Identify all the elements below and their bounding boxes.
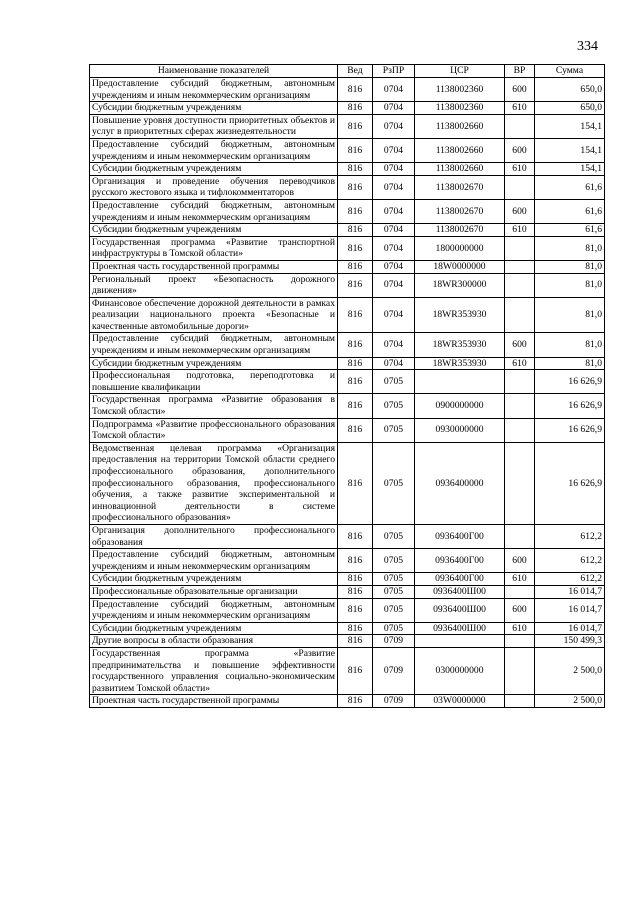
row-ved: 816: [338, 573, 373, 586]
header-csr: ЦСР: [415, 65, 505, 78]
row-csr: 0300000000: [415, 647, 505, 694]
row-csr: [415, 370, 505, 394]
row-sum: 16 014,7: [535, 622, 605, 635]
row-sum: 81,0: [535, 297, 605, 333]
table-row: [90, 114, 605, 138]
table-row: [90, 585, 605, 598]
row-sum: 81,0: [535, 357, 605, 370]
row-name: Подпрограмма «Развитие профессионального образования Томской области»: [90, 418, 338, 442]
table-row: [90, 647, 605, 694]
row-csr: 03W0000000: [415, 695, 505, 708]
row-name: Региональный проект «Безопасность дорожного движения»: [90, 273, 338, 297]
row-vr: [505, 647, 535, 694]
row-ved: 816: [338, 224, 373, 237]
row-ved: 816: [338, 695, 373, 708]
row-csr: 18W0000000: [415, 260, 505, 273]
row-csr: 0936400Г00: [415, 573, 505, 586]
row-sum: 150 499,3: [535, 635, 605, 648]
row-rzpr: 0704: [373, 357, 415, 370]
table-row: [90, 524, 605, 548]
row-csr: 1138002660: [415, 138, 505, 162]
row-csr: 1138002360: [415, 78, 505, 102]
row-name: Проектная часть государственной программы: [90, 260, 338, 273]
row-rzpr: 0705: [373, 524, 415, 548]
row-csr: 1138002660: [415, 114, 505, 138]
row-vr: [505, 585, 535, 598]
table-row: [90, 260, 605, 273]
table-header-row: [90, 65, 605, 78]
row-name: Субсидии бюджетным учреждениям: [90, 224, 338, 237]
row-vr: [505, 442, 535, 524]
row-csr: 18WR300000: [415, 273, 505, 297]
row-sum: 2 500,0: [535, 647, 605, 694]
row-sum: 154,1: [535, 114, 605, 138]
row-name: Предоставление субсидий бюджетным, автономным учреждениям и иным некоммерческим организациям: [90, 78, 338, 102]
row-rzpr: 0704: [373, 138, 415, 162]
row-rzpr: 0705: [373, 418, 415, 442]
row-name: Предоставление субсидий бюджетным, автономным учреждениям и иным некоммерческим организациям: [90, 333, 338, 357]
row-name: Проектная часть государственной программы: [90, 695, 338, 708]
table-row: [90, 418, 605, 442]
row-ved: 816: [338, 357, 373, 370]
row-vr: 610: [505, 573, 535, 586]
row-vr: [505, 175, 535, 199]
table-row: [90, 370, 605, 394]
row-vr: 600: [505, 199, 535, 223]
table-row: [90, 163, 605, 176]
row-csr: 1138002670: [415, 199, 505, 223]
row-vr: [505, 418, 535, 442]
row-vr: 610: [505, 102, 535, 115]
row-ved: 816: [338, 647, 373, 694]
table-row: [90, 549, 605, 573]
row-sum: 154,1: [535, 138, 605, 162]
budget-table: [89, 64, 605, 708]
table-row: [90, 224, 605, 237]
row-sum: 612,2: [535, 573, 605, 586]
row-name: Предоставление субсидий бюджетным, автономным учреждениям и иным некоммерческим организациям: [90, 199, 338, 223]
row-name: Государственная программа «Развитие образования в Томской области»: [90, 394, 338, 418]
row-name: Государственная программа «Развитие предпринимательства и повышение эффективности государственного управления социально-экономическим развитием Томской области»: [90, 647, 338, 694]
row-rzpr: 0705: [373, 370, 415, 394]
row-vr: 610: [505, 163, 535, 176]
table-row: [90, 138, 605, 162]
row-sum: 650,0: [535, 78, 605, 102]
row-vr: [505, 273, 535, 297]
row-sum: 16 014,7: [535, 598, 605, 622]
row-vr: 610: [505, 357, 535, 370]
row-ved: 816: [338, 635, 373, 648]
row-sum: 81,0: [535, 273, 605, 297]
row-name: Профессиональная подготовка, переподготовка и повышение квалификации: [90, 370, 338, 394]
row-sum: 650,0: [535, 102, 605, 115]
row-ved: 816: [338, 598, 373, 622]
row-sum: 81,0: [535, 260, 605, 273]
row-ved: 816: [338, 442, 373, 524]
table-row: [90, 78, 605, 102]
row-sum: 612,2: [535, 524, 605, 548]
row-csr: 1138002360: [415, 102, 505, 115]
row-rzpr: 0705: [373, 585, 415, 598]
row-csr: 0936400Г00: [415, 524, 505, 548]
page-number: 334: [577, 39, 598, 54]
row-ved: 816: [338, 370, 373, 394]
row-rzpr: 0704: [373, 78, 415, 102]
row-vr: [505, 394, 535, 418]
row-sum: 154,1: [535, 163, 605, 176]
row-ved: 816: [338, 273, 373, 297]
row-name: Финансовое обеспечение дорожной деятельности в рамках реализации национального проекта «Безопасные и качественные автомобильные дороги»: [90, 297, 338, 333]
row-vr: [505, 695, 535, 708]
row-csr: 18WR353930: [415, 333, 505, 357]
row-vr: 610: [505, 224, 535, 237]
row-vr: [505, 370, 535, 394]
row-vr: [505, 297, 535, 333]
table-row: [90, 236, 605, 260]
row-ved: 816: [338, 418, 373, 442]
row-ved: 816: [338, 114, 373, 138]
row-rzpr: 0704: [373, 297, 415, 333]
table-row: [90, 102, 605, 115]
row-ved: 816: [338, 102, 373, 115]
row-csr: 1138002670: [415, 175, 505, 199]
row-ved: 816: [338, 585, 373, 598]
row-csr: 0936400000: [415, 442, 505, 524]
row-vr: 600: [505, 138, 535, 162]
row-name: Ведомственная целевая программа «Организация предоставления на территории Томской области среднего профессионального образования, дополнительного профессионального образования, профессионального обучения, а также развитие экспериментальной и инновационной деятельности в системе профессионального образования»: [90, 442, 338, 524]
row-csr: 1138002670: [415, 224, 505, 237]
row-name: Предоставление субсидий бюджетным, автономным учреждениям и иным некоммерческим организациям: [90, 598, 338, 622]
row-csr: 0936400Ш00: [415, 585, 505, 598]
row-vr: 600: [505, 333, 535, 357]
row-rzpr: 0705: [373, 622, 415, 635]
row-rzpr: 0709: [373, 647, 415, 694]
row-rzpr: 0709: [373, 695, 415, 708]
row-ved: 816: [338, 260, 373, 273]
row-ved: 816: [338, 236, 373, 260]
row-csr: 1138002660: [415, 163, 505, 176]
row-ved: 816: [338, 622, 373, 635]
table-row: [90, 635, 605, 648]
row-rzpr: 0705: [373, 549, 415, 573]
row-ved: 816: [338, 524, 373, 548]
row-name: Предоставление субсидий бюджетным, автономным учреждениям и иным некоммерческим организациям: [90, 549, 338, 573]
row-rzpr: 0704: [373, 102, 415, 115]
row-vr: [505, 236, 535, 260]
row-ved: 816: [338, 163, 373, 176]
table-row: [90, 357, 605, 370]
row-name: Государственная программа «Развитие транспортной инфраструктуры в Томской области»: [90, 236, 338, 260]
row-ved: 816: [338, 297, 373, 333]
row-ved: 816: [338, 175, 373, 199]
row-ved: 816: [338, 199, 373, 223]
row-vr: [505, 524, 535, 548]
row-rzpr: 0704: [373, 114, 415, 138]
header-vr: ВР: [505, 65, 535, 78]
table-row: [90, 695, 605, 708]
table-row: [90, 573, 605, 586]
row-rzpr: 0709: [373, 635, 415, 648]
row-rzpr: 0704: [373, 333, 415, 357]
row-csr: [415, 635, 505, 648]
row-ved: 816: [338, 394, 373, 418]
row-ved: 816: [338, 78, 373, 102]
row-sum: 61,6: [535, 199, 605, 223]
row-name: Профессиональные образовательные организации: [90, 585, 338, 598]
row-sum: 61,6: [535, 175, 605, 199]
row-sum: 61,6: [535, 224, 605, 237]
row-rzpr: 0704: [373, 260, 415, 273]
row-csr: 18WR353930: [415, 297, 505, 333]
row-name: Другие вопросы в области образования: [90, 635, 338, 648]
row-csr: 0936400Ш00: [415, 598, 505, 622]
row-vr: [505, 260, 535, 273]
row-vr: [505, 114, 535, 138]
row-rzpr: 0704: [373, 224, 415, 237]
table-row: [90, 297, 605, 333]
row-csr: 1800000000: [415, 236, 505, 260]
row-name: Предоставление субсидий бюджетным, автономным учреждениям и иным некоммерческим организациям: [90, 138, 338, 162]
row-vr: 600: [505, 598, 535, 622]
table-row: [90, 199, 605, 223]
table-row: [90, 273, 605, 297]
row-csr: 0930000000: [415, 418, 505, 442]
row-sum: 16 014,7: [535, 585, 605, 598]
table-row: [90, 598, 605, 622]
row-rzpr: 0704: [373, 273, 415, 297]
row-name: Субсидии бюджетным учреждениям: [90, 573, 338, 586]
row-sum: 16 626,9: [535, 394, 605, 418]
row-vr: [505, 635, 535, 648]
row-rzpr: 0705: [373, 394, 415, 418]
row-sum: 612,2: [535, 549, 605, 573]
row-name: Субсидии бюджетным учреждениям: [90, 102, 338, 115]
row-csr: 0900000000: [415, 394, 505, 418]
row-rzpr: 0704: [373, 163, 415, 176]
header-sum: Сумма: [535, 65, 605, 78]
row-rzpr: 0705: [373, 598, 415, 622]
row-rzpr: 0704: [373, 175, 415, 199]
row-ved: 816: [338, 333, 373, 357]
table-row: [90, 175, 605, 199]
row-sum: 2 500,0: [535, 695, 605, 708]
row-sum: 16 626,9: [535, 442, 605, 524]
row-csr: 0936400Ш00: [415, 622, 505, 635]
row-ved: 816: [338, 549, 373, 573]
row-name: Субсидии бюджетным учреждениям: [90, 163, 338, 176]
row-rzpr: 0704: [373, 236, 415, 260]
row-vr: 610: [505, 622, 535, 635]
row-csr: 0936400Г00: [415, 549, 505, 573]
header-rzpr: РзПР: [373, 65, 415, 78]
row-sum: 16 626,9: [535, 418, 605, 442]
row-vr: 600: [505, 549, 535, 573]
row-name: Повышение уровня доступности приоритетных объектов и услуг в приоритетных сферах жизнедеятельности: [90, 114, 338, 138]
row-sum: 81,0: [535, 236, 605, 260]
row-name: Организация дополнительного профессионального образования: [90, 524, 338, 548]
row-sum: 81,0: [535, 333, 605, 357]
header-name: Наименование показателей: [90, 65, 338, 78]
row-ved: 816: [338, 138, 373, 162]
row-csr: 18WR353930: [415, 357, 505, 370]
row-name: Субсидии бюджетным учреждениям: [90, 622, 338, 635]
header-ved: Вед: [338, 65, 373, 78]
row-name: Организация и проведение обучения переводчиков русского жестового языка и тифлокомментаторов: [90, 175, 338, 199]
row-sum: 16 626,9: [535, 370, 605, 394]
row-vr: 600: [505, 78, 535, 102]
table-row: [90, 333, 605, 357]
row-name: Субсидии бюджетным учреждениям: [90, 357, 338, 370]
row-rzpr: 0704: [373, 199, 415, 223]
table-row: [90, 394, 605, 418]
table-row: [90, 622, 605, 635]
row-rzpr: 0705: [373, 442, 415, 524]
row-rzpr: 0705: [373, 573, 415, 586]
table-row: [90, 442, 605, 524]
